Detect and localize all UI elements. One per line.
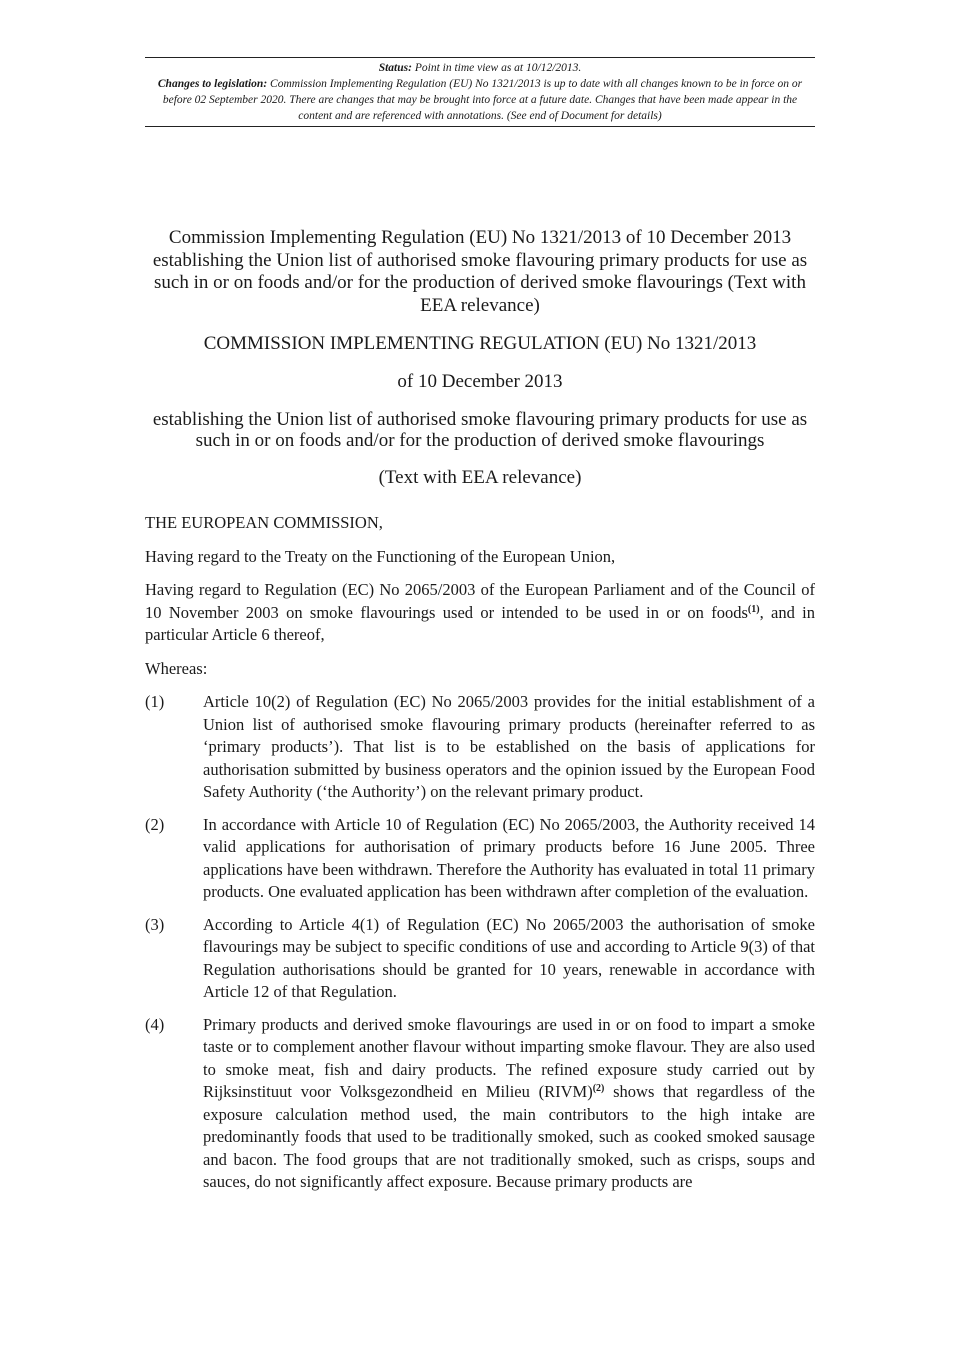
recital — [145, 814, 815, 904]
regulation-citation — [145, 579, 815, 647]
recital-text-part: Primary products and derived smoke flavourings are used in or on food to impart a smoke taste or to complement another flavour without imparting smoke flavour. They are also used to smoke meat, fish and dairy products. The refined exposure study carried out by Rijksinstituut voor Volksgezondheid en Milieu (RIVM) — [203, 1014, 815, 1101]
recital-number: (3) — [145, 914, 165, 934]
status-banner — [145, 57, 815, 127]
document-body — [145, 512, 815, 1204]
regulation-citation-text: Having regard to Regulation (EC) No 2065/2003 of the European Parliament and of the Council of 10 November 2003 on smoke flavourings used or intended to be used in or on foods — [145, 580, 815, 622]
recital — [145, 914, 815, 1004]
recital-number: (1) — [145, 692, 165, 711]
recital-text: Article 10(2) of Regulation (EC) No 2065/2003 provides for the initial establishment of a Union list of authorised smoke flavouring primary products (hereinafter referred to as ‘primary products’). That list is to be established on the basis of applications for authorisation submitted by business operators and the opinion issued by the European Food Safety Authority (‘the Authority’) on the relevant primary product. — [203, 692, 815, 801]
status-line — [145, 60, 815, 76]
regulation-heading: COMMISSION IMPLEMENTING REGULATION (EU) No 1321/2013 — [203, 333, 757, 354]
regulation-citation-tail: , and in particular Article 6 thereof, — [145, 602, 815, 644]
footnote-ref-1[interactable]: (1) — [747, 603, 760, 615]
title-block — [145, 227, 815, 489]
recital-text — [203, 1014, 815, 1194]
recital-text: According to Article 4(1) of Regulation (EC) No 2065/2003 the authorisation of smoke flavourings may be subject to specific conditions of use and according to Article 9(3) of that Regulation authorisations should be granted for 10 years, renewable in accordance with Article 12 of that Regulation. — [203, 914, 815, 1001]
recital — [145, 1014, 815, 1194]
document-title: Commission Implementing Regulation (EU) No 1321/2013 of 10 December 2013 establishing the Union list of authorised smoke flavouring primary products for use as such in or on foods and/or for the production of derived smoke flavourings (Text with EEA relevance) — [152, 227, 808, 316]
recital-number: (4) — [145, 1014, 165, 1034]
regulation-date: of 10 December 2013 — [397, 371, 563, 392]
status-label: Status: — [378, 62, 412, 74]
changes-text: Commission Implementing Regulation (EU) No 1321/2013 is up to date with all changes known to be in force on or before 02 September 2020. There are changes that may be brought into force at a future date. Changes that have been made appear in the content and are referenced with annotations. (See end of Document for details) — [162, 78, 803, 122]
recital-number: (2) — [145, 814, 165, 834]
recital — [145, 691, 815, 804]
treaty-citation: Having regard to the Treaty on the Functioning of the European Union, — [145, 546, 616, 566]
changes-label: Changes to legislation: — [157, 78, 268, 90]
status-text: Point in time view as at 10/12/2013. — [414, 62, 582, 74]
recital-text-part: shows that regardless of the exposure calculation method used, the main contributors to the high intake are predominantly foods that used to be traditionally smoked, such as cooked smoked sausage and bacon. The food groups that are not traditionally smoked, such as crisps, soups and sauces, do not significantly affect exposure. Because primary products are — [203, 1082, 815, 1191]
regulation-subject: establishing the Union list of authorised smoke flavouring primary products for use as such in or on foods and/or for the production of derived smoke flavourings — [152, 409, 808, 451]
changes-line — [145, 76, 815, 124]
recital-text: In accordance with Article 10 of Regulation (EC) No 2065/2003, the Authority received 14 valid applications for authorisation of primary products before 16 June 2005. Three applications have been withdrawn. Therefore the Authority has evaluated in total 11 primary products. One evaluated application has been withdrawn after completion of the evaluation. — [203, 814, 815, 901]
eea-relevance: (Text with EEA relevance) — [378, 467, 582, 488]
whereas-line: Whereas: — [145, 658, 208, 678]
footnote-ref-2[interactable]: (2) — [592, 1083, 605, 1094]
commission-line: THE EUROPEAN COMMISSION, — [145, 513, 383, 532]
